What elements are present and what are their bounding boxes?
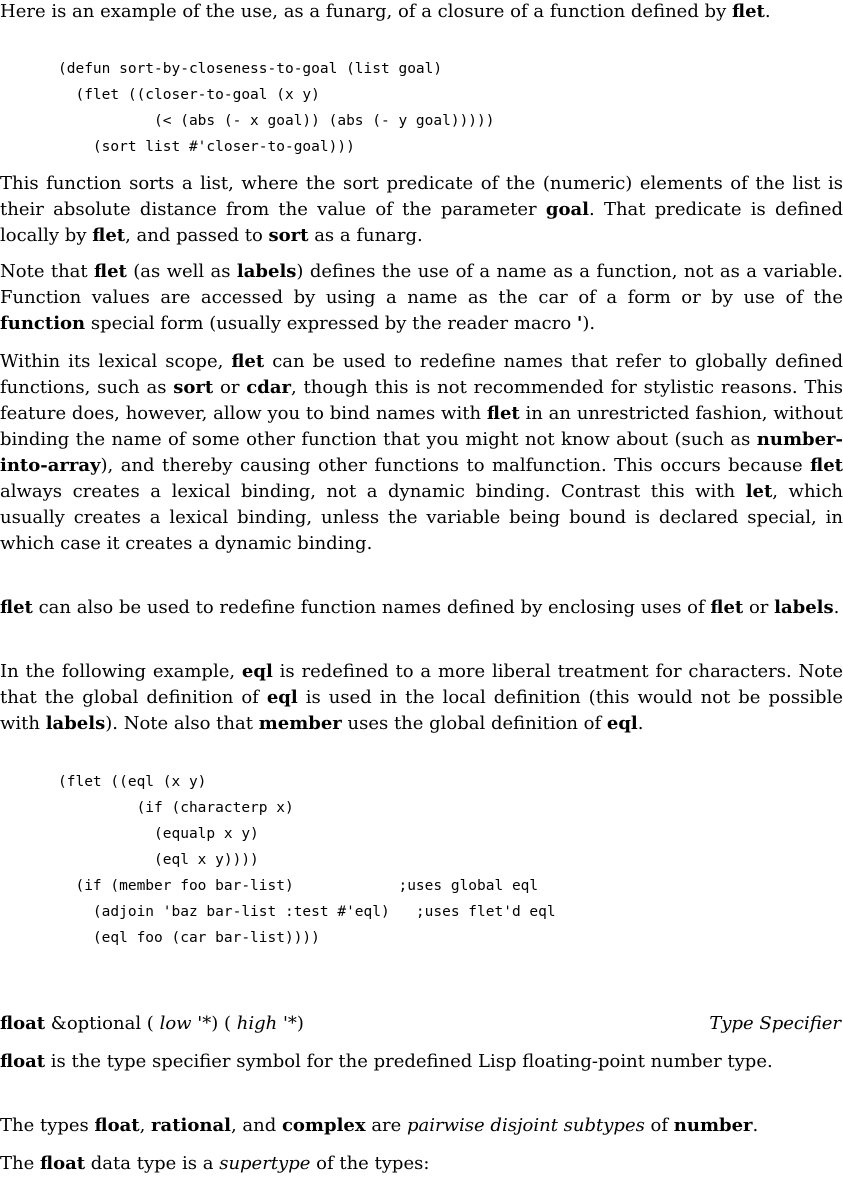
paragraph-redefine-enclosing: flet can also be used to redefine function names defined by enclosing uses of flet or labels. bbox=[0, 597, 840, 618]
code-block-sort-by-closeness: (defun sort-by-closeness-to-goal (list goal) (flet ((closer-to-goal (x y) (< (abs (- x goal)) (abs (- y goal))))) (sort list #'closer-to-goal))) bbox=[58, 61, 495, 155]
paragraph-sort-description: This function sorts a list, where the sort predicate of the (numeric) elements of the list is their absolute distance from the value of the parameter goal. That predicate is defined locally by flet, and passed to sort as a funarg. bbox=[0, 173, 843, 246]
paragraph-float-definition: float is the type specifier symbol for the predefined Lisp floating-point number type. bbox=[0, 1051, 773, 1072]
paragraph-lexical-scope: Within its lexical scope, flet can be used to redefine names that refer to globally defined functions, such as sort or cdar, though this is not recommended for stylistic reasons. This feature does, however, allow you to bind names with flet in an unrestricted fashion, without binding the name of some other function that you might not know about (such as number-into-array), and thereby causing other functions to malfunction. This occurs because flet always creates a lexical binding, not a dynamic binding. Contrast this with let, which usually creates a lexical binding, unless the variable being bound is declared special, in which case it creates a dynamic binding. bbox=[0, 351, 843, 554]
paragraph-closure-example: Here is an example of the use, as a funarg, of a closure of a function defined by flet. bbox=[0, 1, 771, 22]
signature-name: float bbox=[0, 1013, 46, 1034]
paragraph-float-supertype: The float data type is a supertype of the types: bbox=[0, 1153, 430, 1174]
paragraph-eql-example: In the following example, eql is redefined to a more liberal treatment for characters. Note that the global definition of eql is used in the local definition (this would not be possible with labels). Note also that member uses the global definition of eql. bbox=[0, 661, 843, 734]
paragraph-disjoint-subtypes: The types float, rational, and complex are pairwise disjoint subtypes of number. bbox=[0, 1115, 759, 1136]
type-specifier-signature: float &optional ( low '*) ( high '*) Type Specifier bbox=[0, 1011, 843, 1037]
signature-kind: Type Specifier bbox=[709, 1013, 841, 1034]
code-block-flet-eql: (flet ((eql (x y) (if (characterp x) (equalp x y) (eql x y)))) (if (member foo bar-list) ;uses global eql (adjoin 'baz bar-list :test #'eql) ;uses flet'd eql (eql foo (car bar-list)))) bbox=[58, 774, 556, 946]
paragraph-flet-labels-note: Note that flet (as well as labels) defines the use of a name as a function, not as a variable. Function values are accessed by using a name as the car of a form or by use of the function special form (usually expressed by the reader macro '). bbox=[0, 261, 843, 334]
